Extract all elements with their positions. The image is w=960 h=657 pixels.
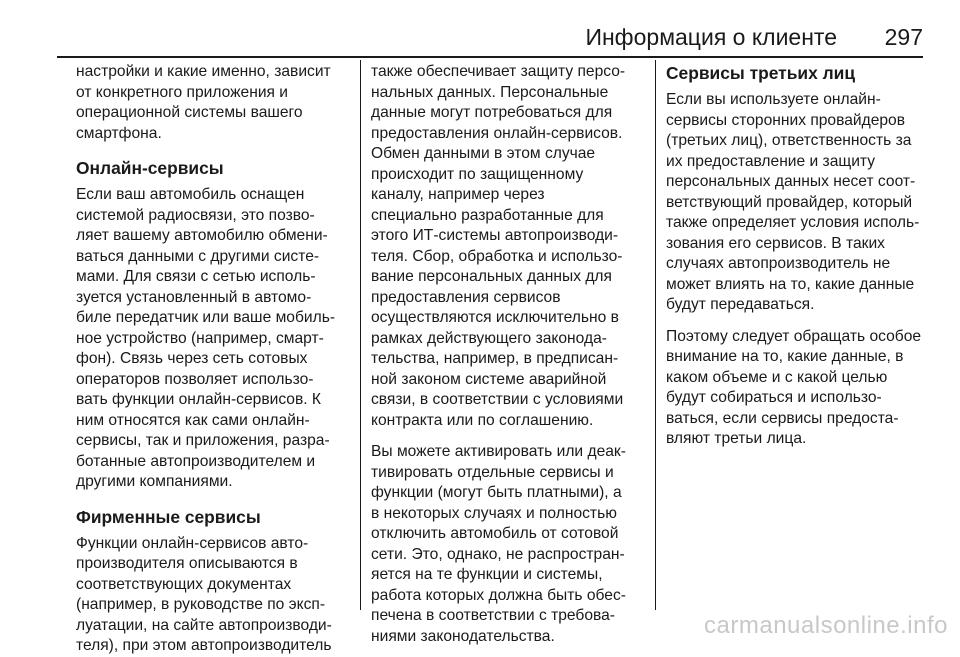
text-line: Функции онлайн-сервисов авто- xyxy=(76,534,309,552)
text-line: специально разработанные для xyxy=(371,206,604,224)
text-line: также обеспечивает защиту персо- xyxy=(371,63,626,80)
paragraph-intro xyxy=(76,62,352,144)
text-line: (например, в руководстве по эксп- xyxy=(76,596,326,613)
text-line: фон). Связь через сеть сотовых xyxy=(76,350,308,367)
text-line: операционной системы вашего xyxy=(76,104,303,121)
text-line: ботанные автопроизводителем и xyxy=(76,452,316,470)
text-column-3 xyxy=(666,62,946,450)
text-line: контракта или по соглашению. xyxy=(371,411,594,429)
text-line: предоставления сервисов xyxy=(371,288,561,306)
text-line: связи, в соответствии с условиями xyxy=(371,391,624,408)
column-divider-2 xyxy=(655,60,656,610)
text-line: зования его сервисов. В таких xyxy=(666,234,885,252)
text-line: яется на те функции и системы, xyxy=(371,566,603,583)
text-line: смартфона. xyxy=(76,124,162,142)
text-line: Поэтому следует обращать особое xyxy=(666,327,922,345)
text-line: предоставления онлайн-сервисов. xyxy=(371,124,623,142)
text-line: персональных данных несет соот- xyxy=(666,173,916,190)
text-line: производителя описываются в xyxy=(76,555,298,572)
page-header xyxy=(57,0,923,60)
text-line: каком объеме и с какой целью xyxy=(666,368,888,386)
text-line: также определяет условия исполь- xyxy=(666,214,920,231)
section-heading-online-services: Онлайн-сервисы xyxy=(76,158,224,178)
text-line: ветствующий провайдер, который xyxy=(666,193,913,211)
section-heading-third-party-services: Сервисы третьих лиц xyxy=(666,63,856,83)
text-line: нальных данных. Персональные xyxy=(371,83,609,101)
text-line: тивировать отдельные сервисы и xyxy=(371,463,614,481)
text-line: луатации, на сайте автопроизводи- xyxy=(76,616,332,634)
text-line: ваться данными с другими систе- xyxy=(76,247,320,265)
text-line: Если ваш автомобиль оснащен xyxy=(76,186,305,203)
text-column-2 xyxy=(371,62,647,647)
paragraph-activation xyxy=(371,442,647,647)
text-line: случаях автопроизводитель не xyxy=(666,255,891,272)
text-line: каналу, например через xyxy=(371,186,545,203)
text-line: печена в соответствии с требова- xyxy=(371,607,615,624)
text-line: тельства, например, в предписан- xyxy=(371,350,619,367)
text-line: будут собираться и использо- xyxy=(666,389,882,406)
text-line: от конкретного приложения и xyxy=(76,83,289,101)
text-line: (третьих лиц), ответственность за xyxy=(666,132,912,149)
text-line: данные могут потребоваться для xyxy=(371,104,613,121)
text-line: мами. Для связи с сетью исполь- xyxy=(76,268,316,285)
text-line: отключить автомобиль от сотовой xyxy=(371,525,619,542)
text-line: ваться, если сервисы предоста- xyxy=(666,409,899,427)
text-line: вание персональных данных для xyxy=(371,268,612,285)
text-line: Если вы используете онлайн- xyxy=(666,91,881,108)
text-line: может влиять на то, какие данные xyxy=(666,275,915,293)
text-line: вать функции онлайн-сервисов. К xyxy=(76,391,321,408)
text-line: ляет вашему автомобилю обмени- xyxy=(76,227,328,244)
text-line: вляют третьи лица. xyxy=(666,430,807,447)
paragraph-brand-services xyxy=(76,534,352,657)
text-line: будут передаваться. xyxy=(666,296,815,313)
text-line: теля. Сбор, обработка и использо- xyxy=(371,247,623,265)
text-line: происходит по защищенному xyxy=(371,165,584,183)
text-line: сервисы, так и приложения, разра- xyxy=(76,432,330,449)
text-column-1 xyxy=(76,62,352,657)
column-divider-1 xyxy=(360,60,361,610)
paragraph-attention xyxy=(666,327,946,450)
text-line: сети. Это, однако, не распростран- xyxy=(371,545,625,563)
text-line: ним относятся как сами онлайн- xyxy=(76,411,310,429)
text-line: осуществляются исключительно в xyxy=(371,309,619,326)
watermark: carmanualsonline.info xyxy=(704,612,948,639)
text-line: операторов позволяет использо- xyxy=(76,370,314,388)
text-line: Обмен данными в этом случае xyxy=(371,145,596,162)
paragraph-data-protection xyxy=(371,62,647,431)
section-heading-brand-services: Фирменные сервисы xyxy=(76,506,261,527)
text-line: функции (могут быть платными), а xyxy=(371,484,622,501)
text-line: их предоставление и защиту xyxy=(666,152,876,170)
text-line: этого ИТ-системы автопроизводи- xyxy=(371,227,619,244)
page-title: Информация о клиенте xyxy=(585,24,837,50)
text-line: системой радиосвязи, это позво- xyxy=(76,206,315,224)
paragraph-online-services xyxy=(76,185,352,493)
text-line: настройки и какие именно, зависит xyxy=(76,63,331,80)
text-line: ное устройство (например, смарт- xyxy=(76,329,324,347)
text-line: другими компаниями. xyxy=(76,473,233,490)
text-line: ной законом системе аварийной xyxy=(371,370,607,388)
text-line: ниями законодательства. xyxy=(371,627,555,645)
text-line: зуется установленный в автомо- xyxy=(76,288,312,306)
page-number: 297 xyxy=(884,24,923,50)
text-line: работа которых должна быть обес- xyxy=(371,586,626,604)
text-line: Вы можете активировать или деак- xyxy=(371,443,626,460)
text-line: рамках действующего законода- xyxy=(371,329,607,347)
text-line: теля), при этом автопроизводитель xyxy=(76,637,332,654)
text-line: соответствующих документах xyxy=(76,575,292,593)
header-rule xyxy=(57,56,923,58)
text-line: биле передатчик или ваше мобиль- xyxy=(76,309,336,326)
text-line: сервисы сторонних провайдеров xyxy=(666,111,905,129)
text-line: в некоторых случаях и полностью xyxy=(371,504,617,522)
paragraph-third-party xyxy=(666,90,946,316)
text-line: внимание на то, какие данные, в xyxy=(666,348,904,365)
